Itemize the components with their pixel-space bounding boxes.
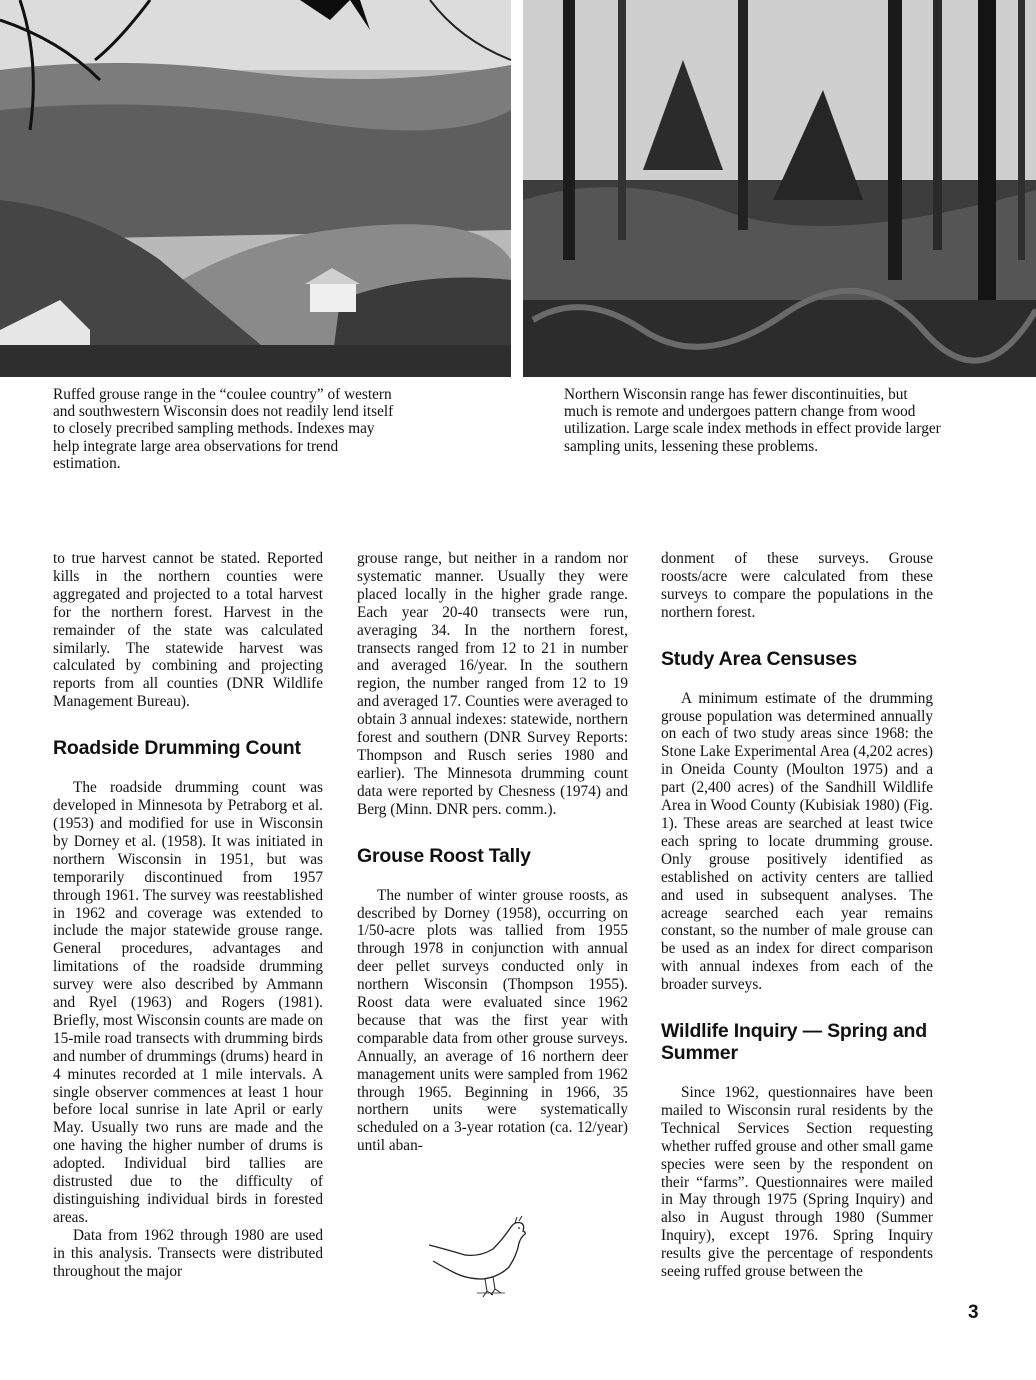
grouse-sketch-icon	[425, 1215, 535, 1305]
heading-grouse-roost-tally: Grouse Roost Tally	[357, 844, 531, 867]
northern-forest-image	[523, 0, 1036, 377]
northern-forest-photo	[523, 0, 1036, 377]
paragraph-wildlife-inquiry: Since 1962, questionnaires have been mailed to Wisconsin rural residents by the Technical Services Section requesting whether ruffed grouse and other small game species were seen by the respondent on their “farms”. Questionnaires were mailed in May through 1975 (Spring Inquiry) and also in August through 1980 (Summer Inquiry), except 1976. Spring Inquiry results give the percentage of respondents seeing ruffed grouse between the	[661, 1084, 933, 1281]
text-column-3	[661, 550, 933, 1281]
page-number: 3	[968, 1302, 979, 1323]
heading-roadside-drumming-count: Roadside Drumming Count	[53, 737, 301, 760]
heading-study-area-censuses: Study Area Censuses	[661, 647, 857, 670]
text-column-1	[53, 550, 323, 1281]
caption-coulee-country: Ruffed grouse range in the “coulee country” of western and southwestern Wisconsin does not readily lend itself to closely precribed sampling methods. Indexes may help integrate large area observations for trend estimation.	[53, 386, 394, 472]
paragraph-roadside-data: Data from 1962 through 1980 are used in this analysis. Transects were distributed throughout the major	[53, 1226, 323, 1280]
paragraph-transects: grouse range, but neither in a random nor systematic manner. Usually they were placed locally in the higher grade range. Each year 20-40 transects were run, averaging 34. In the northern forest, transects ranged from 12 to 21 in number and averaged 16/year. In the southern region, the number ranged from 12 to 19 and averaged 17. Counties were averaged to obtain 3 annual indexes: statewide, northern forest and southern (DNR Survey Reports: Thompson and Rusch series 1980 and earlier). The Minnesota drumming count data were reported by Chesness (1974) and Berg (Minn. DNR pers. comm.).	[357, 550, 628, 818]
paragraph-roadside-method: The roadside drumming count was developed in Minnesota by Petraborg et al. (1953) and modified for use in Wisconsin by Dorney et al. (1958). It was initiated in northern Wisconsin in 1951, but was temporarily discontinued from 1957 through 1961. The survey was reestablished in 1962 and coverage was extended to include the major statewide grouse range. General procedures, advantages and limitations of the roadside drumming survey were also described by Ammann and Ryel (1963) and Rogers (1981). Briefly, most Wisconsin counts are made on 15-mile road transects with drumming birds and number of drummings (drums) heard in 4 minutes recorded at 1 mile intervals. A single observer commences at least 1 hour before local sunrise in late April or early May. Usually two runs are made and the one having the higher number of drums is adopted. Individual bird tallies are distrusted due to the difficulty of distinguishing individual birds in forested areas.	[53, 779, 323, 1226]
text-column-2	[357, 550, 628, 1155]
coulee-country-image	[0, 0, 511, 377]
heading-wildlife-inquiry: Wildlife Inquiry — Spring and Summer	[661, 1020, 927, 1065]
paragraph-roost-tally: The number of winter grouse roosts, as described by Dorney (1958), occurring on 1/50-acre plots was tallied from 1955 through 1978 in conjunction with annual deer pellet surveys conducted only in northern Wisconsin (Thompson 1955). Roost data were evaluated since 1962 because that was the first year with comparable data from other grouse surveys. Annually, an average of 16 northern deer management units were sampled from 1962 through 1965. Beginning in 1966, 35 northern units were systematically scheduled on a 3-year rotation (ca. 12/year) until aban-	[357, 886, 628, 1155]
coulee-country-photo	[0, 0, 511, 377]
paragraph-harvest: to true harvest cannot be stated. Reported kills in the northern counties were aggregated and projected to a total harvest for the northern forest. Harvest in the remainder of the state was calculated similarly. The statewide harvest was calculated by combining and projecting reports from all counties (DNR Wildlife Management Bureau).	[53, 550, 323, 711]
paragraph-roost-conclusion: donment of these surveys. Grouse roosts/acre were calculated from these surveys to compare the populations in the northern forest.	[661, 550, 933, 621]
caption-northern-wisconsin: Northern Wisconsin range has fewer discontinuities, but much is remote and undergoes pattern change from wood utilization. Large scale index methods in effect provide larger sampling units, lessening these problems.	[564, 386, 941, 455]
paragraph-study-area: A minimum estimate of the drumming grouse population was determined annually on each of two study areas since 1968: the Stone Lake Experimental Area (4,202 acres) in Oneida County (Moulton 1975) and a part (2,400 acres) of the Sandhill Wildlife Area in Wood County (Kubisiak 1980) (Fig. 1). These areas are searched at least twice each spring to locate drumming grouse. Only grouse positively identified as established on activity centers are tallied and used in subsequent analyses. The acreage searched each year remains constant, so the number of male grouse can be used as an index for direct comparison with annual indexes from each of the broader surveys.	[661, 689, 933, 994]
